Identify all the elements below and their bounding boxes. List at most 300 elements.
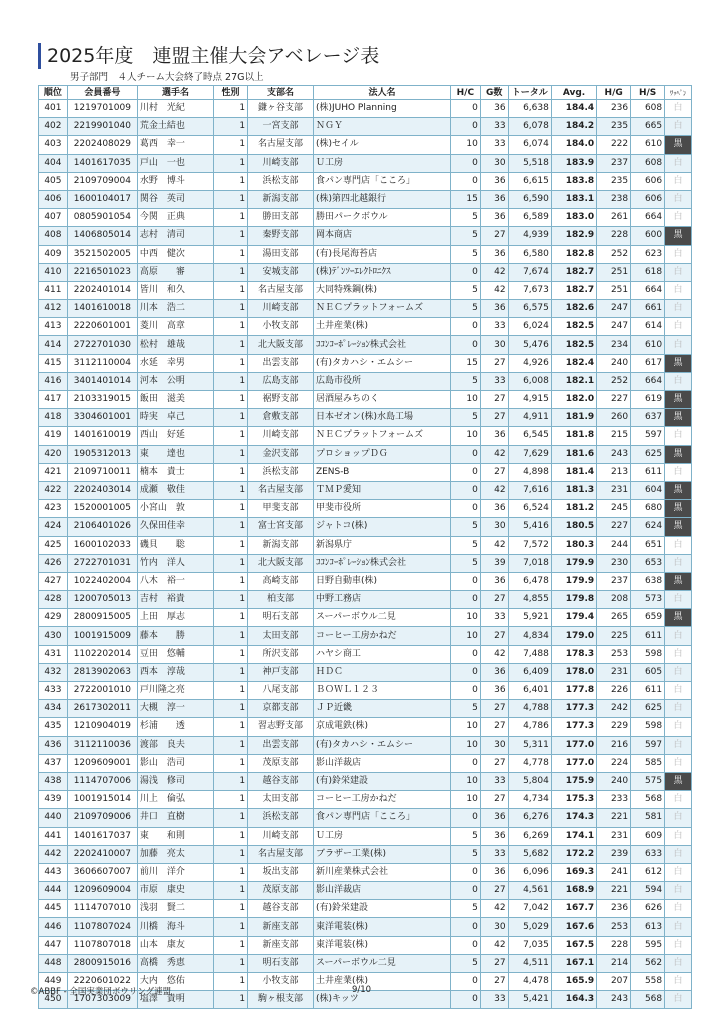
cell-total: 5,476 — [508, 336, 551, 354]
table-row — [39, 900, 692, 918]
cell-rank: 417 — [39, 391, 68, 409]
cell-member-no: 2202401014 — [67, 281, 137, 299]
cell-total: 6,575 — [508, 300, 551, 318]
table-row — [39, 536, 692, 554]
cell-games: 33 — [480, 845, 508, 863]
cell-patch: 白 — [665, 427, 692, 445]
cell-high-game: 231 — [597, 663, 631, 681]
cell-member-no: 2722701031 — [67, 554, 137, 572]
cell-high-game: 241 — [597, 863, 631, 881]
cell-gender: 1 — [214, 372, 248, 390]
cell-player-name: 水延 幸男 — [137, 354, 213, 372]
cell-handicap: 5 — [450, 700, 480, 718]
cell-member-no: 2106401026 — [67, 518, 137, 536]
cell-handicap: 0 — [450, 100, 480, 118]
cell-average: 179.8 — [551, 591, 596, 609]
cell-gender: 1 — [214, 409, 248, 427]
cell-high-game: 234 — [597, 336, 631, 354]
cell-rank: 402 — [39, 118, 68, 136]
table-row — [39, 936, 692, 954]
cell-rank: 438 — [39, 772, 68, 790]
cell-gender: 1 — [214, 682, 248, 700]
cell-high-game: 238 — [597, 190, 631, 208]
cell-member-no: 1107807018 — [67, 936, 137, 954]
cell-handicap: 0 — [450, 591, 480, 609]
cell-high-series: 568 — [631, 791, 665, 809]
cell-handicap: 0 — [450, 118, 480, 136]
cell-high-game: 244 — [597, 536, 631, 554]
cell-high-game: 235 — [597, 118, 631, 136]
table-row — [39, 954, 692, 972]
cell-total: 6,008 — [508, 372, 551, 390]
cell-handicap: 5 — [450, 209, 480, 227]
cell-member-no: 2202410007 — [67, 845, 137, 863]
cell-company: 中野工務店 — [313, 591, 450, 609]
cell-player-name: 吉村 裕貴 — [137, 591, 213, 609]
cell-player-name: 楠本 貴士 — [137, 463, 213, 481]
cell-handicap: 0 — [450, 500, 480, 518]
cell-high-game: 243 — [597, 445, 631, 463]
table-row — [39, 645, 692, 663]
cell-patch: 黒 — [665, 609, 692, 627]
cell-branch: 川崎支部 — [248, 427, 314, 445]
cell-average: 181.9 — [551, 409, 596, 427]
cell-company: プロショップＤＧ — [313, 445, 450, 463]
cell-company: 土井産業(株) — [313, 318, 450, 336]
cell-average: 179.9 — [551, 554, 596, 572]
cell-player-name: 市原 康史 — [137, 882, 213, 900]
cell-company: (有)鈴栄建設 — [313, 772, 450, 790]
cell-high-series: 623 — [631, 245, 665, 263]
cell-rank: 409 — [39, 245, 68, 263]
cell-games: 36 — [480, 663, 508, 681]
cell-patch: 白 — [665, 791, 692, 809]
cell-total: 7,572 — [508, 536, 551, 554]
cell-total: 4,734 — [508, 791, 551, 809]
cell-high-series: 606 — [631, 190, 665, 208]
cell-company: ＨＤＣ — [313, 663, 450, 681]
cell-games: 42 — [480, 481, 508, 499]
cell-company: 岡本商店 — [313, 227, 450, 245]
table-row — [39, 809, 692, 827]
cell-branch: 神戸支部 — [248, 663, 314, 681]
table-row — [39, 354, 692, 372]
cell-rank: 430 — [39, 627, 68, 645]
cell-games: 39 — [480, 554, 508, 572]
cell-branch: 八尾支部 — [248, 682, 314, 700]
cell-games: 30 — [480, 518, 508, 536]
cell-high-series: 653 — [631, 554, 665, 572]
cell-patch: 白 — [665, 591, 692, 609]
cell-gender: 1 — [214, 118, 248, 136]
cell-gender: 1 — [214, 536, 248, 554]
cell-high-game: 247 — [597, 318, 631, 336]
cell-rank: 439 — [39, 791, 68, 809]
cell-high-series: 659 — [631, 609, 665, 627]
cell-gender: 1 — [214, 554, 248, 572]
cell-handicap: 0 — [450, 154, 480, 172]
cell-rank: 421 — [39, 463, 68, 481]
cell-high-game: 252 — [597, 372, 631, 390]
cell-company: コーヒー工房かねだ — [313, 791, 450, 809]
cell-company: 影山洋裁店 — [313, 754, 450, 772]
table-row — [39, 118, 692, 136]
cell-total: 6,580 — [508, 245, 551, 263]
cell-branch: 倉敷支部 — [248, 409, 314, 427]
table-row — [39, 572, 692, 590]
cell-branch: 出雲支部 — [248, 354, 314, 372]
cell-member-no: 1600102033 — [67, 536, 137, 554]
cell-total: 6,269 — [508, 827, 551, 845]
cell-total: 5,682 — [508, 845, 551, 863]
cell-gender: 1 — [214, 263, 248, 281]
cell-average: 177.8 — [551, 682, 596, 700]
cell-branch: 名古屋支部 — [248, 281, 314, 299]
cell-rank: 429 — [39, 609, 68, 627]
cell-games: 36 — [480, 500, 508, 518]
cell-member-no: 2220601022 — [67, 973, 137, 991]
cell-patch: 白 — [665, 372, 692, 390]
cell-patch: 白 — [665, 554, 692, 572]
cell-gender: 1 — [214, 227, 248, 245]
cell-company: ＪＰ近畿 — [313, 700, 450, 718]
cell-gender: 1 — [214, 918, 248, 936]
cell-player-name: 川橋 海斗 — [137, 918, 213, 936]
table-row — [39, 427, 692, 445]
cell-branch: 明石支部 — [248, 954, 314, 972]
table-row — [39, 827, 692, 845]
cell-average: 181.8 — [551, 427, 596, 445]
cell-high-series: 664 — [631, 209, 665, 227]
cell-patch: 白 — [665, 700, 692, 718]
cell-total: 5,416 — [508, 518, 551, 536]
cell-player-name: 水野 博斗 — [137, 172, 213, 190]
cell-high-game: 230 — [597, 554, 631, 572]
cell-high-series: 608 — [631, 154, 665, 172]
cell-high-series: 581 — [631, 809, 665, 827]
cell-player-name: 西山 好延 — [137, 427, 213, 445]
cell-rank: 444 — [39, 882, 68, 900]
cell-handicap: 0 — [450, 809, 480, 827]
cell-member-no: 1107807024 — [67, 918, 137, 936]
cell-games: 42 — [480, 536, 508, 554]
cell-average: 179.0 — [551, 627, 596, 645]
cell-average: 183.8 — [551, 172, 596, 190]
cell-total: 7,488 — [508, 645, 551, 663]
cell-high-series: 633 — [631, 845, 665, 863]
cell-company: 食パン専門店「こころ」 — [313, 809, 450, 827]
table-row — [39, 718, 692, 736]
cell-member-no: 2800915016 — [67, 954, 137, 972]
cell-player-name: 河本 公明 — [137, 372, 213, 390]
cell-high-series: 585 — [631, 754, 665, 772]
cell-total: 6,590 — [508, 190, 551, 208]
cell-high-game: 226 — [597, 682, 631, 700]
cell-company: 日野自動車(株) — [313, 572, 450, 590]
table-row — [39, 372, 692, 390]
cell-total: 4,898 — [508, 463, 551, 481]
cell-average: 182.5 — [551, 318, 596, 336]
cell-total: 6,096 — [508, 863, 551, 881]
cell-branch: 茂原支部 — [248, 882, 314, 900]
cell-total: 5,029 — [508, 918, 551, 936]
page-title: 2025年度 連盟主催大会アベレージ表 — [38, 43, 379, 69]
cell-total: 5,311 — [508, 736, 551, 754]
cell-high-series: 619 — [631, 391, 665, 409]
table-row — [39, 882, 692, 900]
cell-gender: 1 — [214, 154, 248, 172]
cell-company: 勝田パークボウル — [313, 209, 450, 227]
cell-company: (株)キッツ — [313, 991, 450, 1009]
col-header-hs: H/S — [631, 86, 665, 100]
cell-high-game: 251 — [597, 263, 631, 281]
cell-gender: 1 — [214, 718, 248, 736]
cell-high-game: 231 — [597, 827, 631, 845]
cell-branch: 秦野支部 — [248, 227, 314, 245]
cell-player-name: 豆田 悠輔 — [137, 645, 213, 663]
cell-patch: 黒 — [665, 391, 692, 409]
cell-member-no: 2202403014 — [67, 481, 137, 499]
cell-company: (有)長尾海苔店 — [313, 245, 450, 263]
cell-handicap: 0 — [450, 572, 480, 590]
col-header-games: G数 — [480, 86, 508, 100]
cell-average: 175.3 — [551, 791, 596, 809]
cell-total: 7,042 — [508, 900, 551, 918]
cell-branch: 太田支部 — [248, 627, 314, 645]
cell-branch: 新潟支部 — [248, 536, 314, 554]
cell-average: 184.4 — [551, 100, 596, 118]
cell-gender: 1 — [214, 463, 248, 481]
cell-company: (株)セイル — [313, 136, 450, 154]
cell-gender: 1 — [214, 318, 248, 336]
cell-member-no: 3112110036 — [67, 736, 137, 754]
cell-member-no: 1707303009 — [67, 991, 137, 1009]
cell-rank: 449 — [39, 973, 68, 991]
cell-total: 6,589 — [508, 209, 551, 227]
cell-games: 27 — [480, 973, 508, 991]
cell-handicap: 10 — [450, 609, 480, 627]
cell-patch: 白 — [665, 682, 692, 700]
cell-gender: 1 — [214, 172, 248, 190]
cell-games: 27 — [480, 591, 508, 609]
table-row — [39, 918, 692, 936]
cell-member-no: 2109710011 — [67, 463, 137, 481]
cell-games: 27 — [480, 954, 508, 972]
cell-player-name: 上田 厚志 — [137, 609, 213, 627]
cell-branch: 駒ヶ根支部 — [248, 991, 314, 1009]
cell-average: 182.7 — [551, 281, 596, 299]
cell-total: 6,401 — [508, 682, 551, 700]
cell-member-no: 1209609004 — [67, 882, 137, 900]
cell-rank: 431 — [39, 645, 68, 663]
cell-high-game: 225 — [597, 627, 631, 645]
cell-rank: 443 — [39, 863, 68, 881]
cell-rank: 426 — [39, 554, 68, 572]
cell-branch: 名古屋支部 — [248, 481, 314, 499]
cell-high-game: 221 — [597, 882, 631, 900]
cell-rank: 415 — [39, 354, 68, 372]
cell-high-series: 594 — [631, 882, 665, 900]
cell-total: 4,915 — [508, 391, 551, 409]
cell-high-game: 253 — [597, 645, 631, 663]
cell-high-game: 261 — [597, 209, 631, 227]
cell-high-series: 610 — [631, 136, 665, 154]
cell-company: 東洋電装(株) — [313, 936, 450, 954]
cell-total: 4,834 — [508, 627, 551, 645]
cell-rank: 414 — [39, 336, 68, 354]
table-row — [39, 700, 692, 718]
col-header-total: トータル — [508, 86, 551, 100]
cell-patch: 黒 — [665, 227, 692, 245]
cell-member-no: 1001915014 — [67, 791, 137, 809]
cell-member-no: 1401617035 — [67, 154, 137, 172]
cell-gender: 1 — [214, 882, 248, 900]
cell-gender: 1 — [214, 772, 248, 790]
table-row — [39, 463, 692, 481]
cell-rank: 428 — [39, 591, 68, 609]
cell-high-series: 598 — [631, 718, 665, 736]
cell-average: 178.0 — [551, 663, 596, 681]
cell-patch: 白 — [665, 736, 692, 754]
cell-player-name: 八木 裕一 — [137, 572, 213, 590]
cell-rank: 434 — [39, 700, 68, 718]
cell-handicap: 10 — [450, 427, 480, 445]
cell-company: ｺｺﾝｺｰﾎﾟﾚｰｼｮﾝ株式会社 — [313, 554, 450, 572]
cell-member-no: 1114707010 — [67, 900, 137, 918]
table-row — [39, 281, 692, 299]
cell-average: 180.5 — [551, 518, 596, 536]
cell-rank: 437 — [39, 754, 68, 772]
table-row — [39, 336, 692, 354]
cell-handicap: 0 — [450, 936, 480, 954]
cell-rank: 450 — [39, 991, 68, 1009]
cell-total: 6,638 — [508, 100, 551, 118]
cell-handicap: 5 — [450, 245, 480, 263]
cell-player-name: 井口 直樹 — [137, 809, 213, 827]
cell-high-series: 575 — [631, 772, 665, 790]
cell-handicap: 0 — [450, 882, 480, 900]
cell-average: 182.8 — [551, 245, 596, 263]
cell-patch: 白 — [665, 991, 692, 1009]
cell-games: 27 — [480, 227, 508, 245]
cell-gender: 1 — [214, 627, 248, 645]
cell-average: 183.1 — [551, 190, 596, 208]
cell-games: 36 — [480, 809, 508, 827]
cell-player-name: 高橋 秀恵 — [137, 954, 213, 972]
cell-company: ＢＯＷＬ１２３ — [313, 682, 450, 700]
cell-gender: 1 — [214, 809, 248, 827]
cell-average: 165.9 — [551, 973, 596, 991]
cell-high-game: 235 — [597, 172, 631, 190]
cell-games: 36 — [480, 100, 508, 118]
cell-total: 4,926 — [508, 354, 551, 372]
cell-average: 164.3 — [551, 991, 596, 1009]
cell-games: 36 — [480, 209, 508, 227]
cell-high-game: 237 — [597, 154, 631, 172]
cell-company: 居酒屋みちのく — [313, 391, 450, 409]
cell-rank: 416 — [39, 372, 68, 390]
cell-high-series: 597 — [631, 736, 665, 754]
cell-average: 182.4 — [551, 354, 596, 372]
cell-average: 167.7 — [551, 900, 596, 918]
table-row — [39, 100, 692, 118]
footer-organization: ©ABBF - 全国実業団ボウリング連盟 — [30, 987, 172, 997]
cell-handicap: 0 — [450, 682, 480, 700]
cell-gender: 1 — [214, 791, 248, 809]
cell-high-series: 611 — [631, 463, 665, 481]
cell-gender: 1 — [214, 754, 248, 772]
cell-handicap: 0 — [450, 973, 480, 991]
cell-handicap: 5 — [450, 300, 480, 318]
cell-average: 177.3 — [551, 718, 596, 736]
cell-total: 4,478 — [508, 973, 551, 991]
cell-branch: 名古屋支部 — [248, 845, 314, 863]
cell-patch: 白 — [665, 190, 692, 208]
cell-games: 36 — [480, 827, 508, 845]
cell-rank: 401 — [39, 100, 68, 118]
cell-gender: 1 — [214, 190, 248, 208]
cell-high-game: 236 — [597, 900, 631, 918]
col-header-player: 選手名 — [137, 86, 213, 100]
cell-company: (株)ﾃﾞﾝｿｰｴﾚｸﾄﾛﾆｸｽ — [313, 263, 450, 281]
table-row — [39, 318, 692, 336]
cell-company: ジャトコ(株) — [313, 518, 450, 536]
cell-company: (有)タカハシ・エムシー — [313, 736, 450, 754]
cell-member-no: 3401401014 — [67, 372, 137, 390]
cell-high-game: 213 — [597, 463, 631, 481]
cell-branch: 川崎支部 — [248, 154, 314, 172]
cell-high-game: 260 — [597, 409, 631, 427]
cell-company: コーヒー工房かねだ — [313, 627, 450, 645]
cell-player-name: 東 達也 — [137, 445, 213, 463]
cell-rank: 440 — [39, 809, 68, 827]
cell-handicap: 0 — [450, 918, 480, 936]
cell-handicap: 0 — [450, 754, 480, 772]
cell-patch: 白 — [665, 463, 692, 481]
cell-member-no: 2219901040 — [67, 118, 137, 136]
cell-rank: 412 — [39, 300, 68, 318]
cell-gender: 1 — [214, 245, 248, 263]
cell-total: 4,778 — [508, 754, 551, 772]
cell-handicap: 0 — [450, 463, 480, 481]
cell-total: 6,524 — [508, 500, 551, 518]
cell-average: 182.5 — [551, 336, 596, 354]
cell-gender: 1 — [214, 936, 248, 954]
cell-branch: 柏支部 — [248, 591, 314, 609]
cell-handicap: 5 — [450, 554, 480, 572]
cell-games: 27 — [480, 463, 508, 481]
cell-patch: 白 — [665, 100, 692, 118]
cell-rank: 445 — [39, 900, 68, 918]
cell-high-series: 613 — [631, 918, 665, 936]
cell-total: 7,673 — [508, 281, 551, 299]
cell-patch: 白 — [665, 245, 692, 263]
cell-branch: 明石支部 — [248, 609, 314, 627]
cell-member-no: 2220601001 — [67, 318, 137, 336]
cell-member-no: 2202408029 — [67, 136, 137, 154]
cell-average: 182.0 — [551, 391, 596, 409]
cell-high-series: 611 — [631, 682, 665, 700]
cell-member-no: 1102202014 — [67, 645, 137, 663]
cell-company: 食パン専門店「こころ」 — [313, 172, 450, 190]
cell-player-name: 荒金土結也 — [137, 118, 213, 136]
cell-rank: 435 — [39, 718, 68, 736]
col-header-hg: H/G — [597, 86, 631, 100]
cell-gender: 1 — [214, 736, 248, 754]
cell-high-game: 207 — [597, 973, 631, 991]
cell-branch: 越谷支部 — [248, 900, 314, 918]
cell-player-name: 竹内 洋人 — [137, 554, 213, 572]
